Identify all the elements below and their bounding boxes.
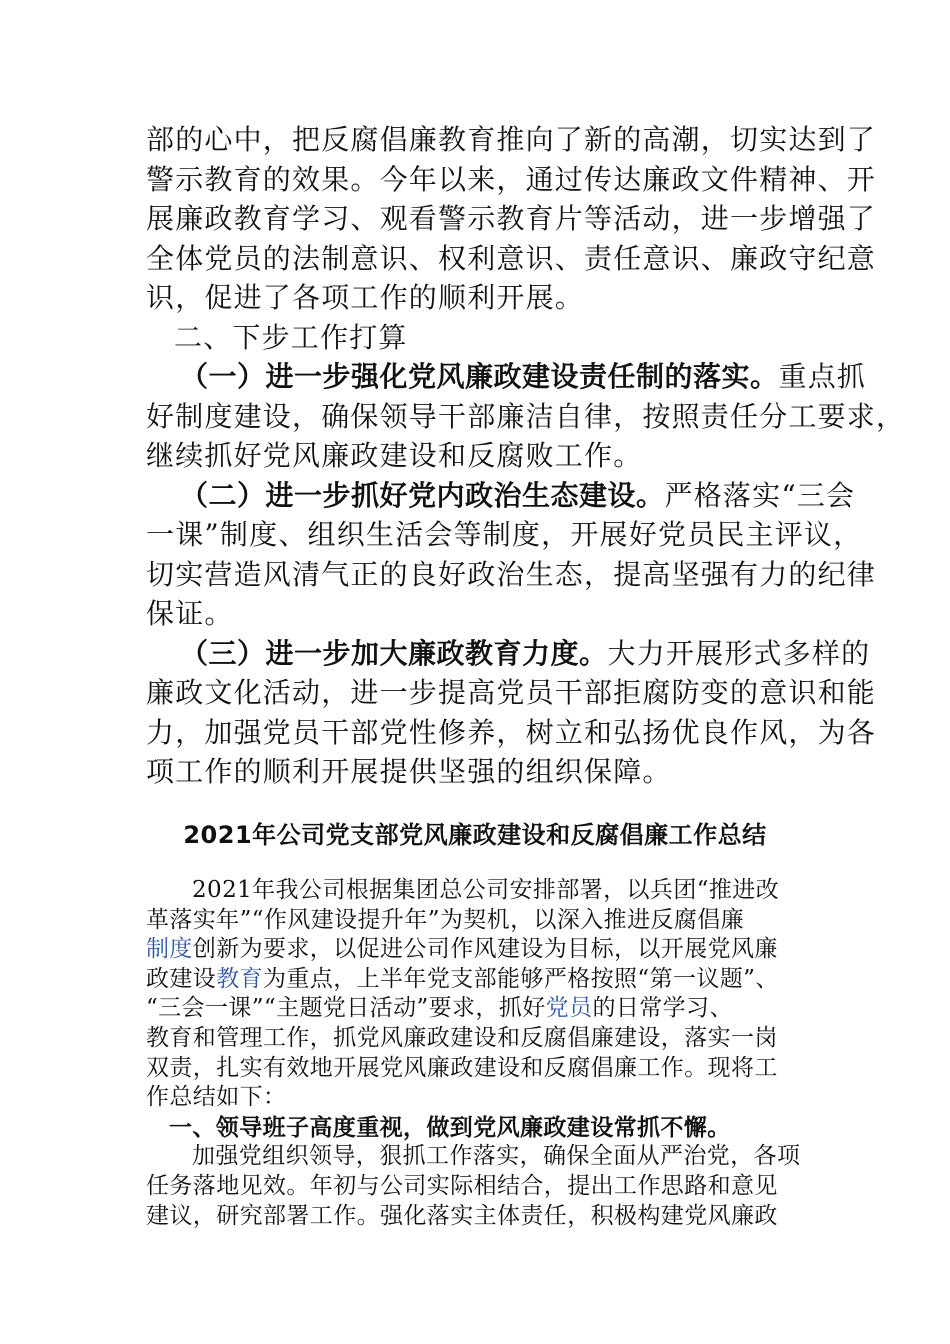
text-span: 政建设 xyxy=(146,965,217,992)
section-heading: 二、下步工作打算 xyxy=(174,320,408,354)
text-line: 加强党组织领导，狠抓工作落实，确保全面从严治党，各项 xyxy=(192,1143,801,1170)
item-text: 重点抓 xyxy=(778,360,867,393)
document-title: 2021年公司党支部党风廉政建设和反腐倡廉工作总结 xyxy=(183,821,767,849)
text-line: 力，加强党员干部党性修养，树立和弘扬优良作风，为各 xyxy=(146,715,877,749)
text-line: 廉政文化活动，进一步提高党员干部拒腐防变的意识和能 xyxy=(146,676,877,709)
section-heading: 一、领导班子高度重视，做到党风廉政建设常抓不懈。 xyxy=(169,1113,731,1141)
item-first-line xyxy=(146,476,856,516)
item-heading: （二）进一步抓好党内政治生态建设。 xyxy=(180,478,665,512)
text-span: 创新为要求，以促进公司作风建设为目标，以开展党风廉 xyxy=(192,936,778,963)
text-line: 项工作的顺利开展提供坚强的组织保障。 xyxy=(146,755,672,788)
item-heading: （一）进一步强化党风廉政建设责任制的落实。 xyxy=(180,360,779,393)
text-line: 任务落地见效。年初与公司实际相结合，提出工作思路和意见 xyxy=(146,1172,778,1199)
text-line: 继续抓好党风廉政建设和反腐败工作。 xyxy=(146,439,643,472)
text-line: 保证。 xyxy=(146,597,234,630)
item-first-line xyxy=(146,634,871,674)
text-line: 警示教育的效果。今年以来，通过传达廉政文件精神、开 xyxy=(146,162,877,196)
text-line: 建议，研究部署工作。强化落实主体责任，积极构建党风廉政 xyxy=(146,1202,778,1229)
item-heading: （三）进一步加大廉政教育力度。 xyxy=(180,636,608,670)
text-line: 作总结如下： xyxy=(146,1084,287,1111)
link-dangyuan[interactable]: 党员 xyxy=(545,995,593,1022)
item-text: 严格落实“三会 xyxy=(664,478,856,512)
text-line: 一课”制度、组织生活会等制度，开展好党员民主评议， xyxy=(146,518,863,551)
text-line xyxy=(146,965,814,995)
item-text: 大力开展形式多样的 xyxy=(607,636,871,670)
text-span: 的日常学习、 xyxy=(592,995,733,1022)
upper-section xyxy=(146,120,906,792)
lower-section xyxy=(146,876,814,1231)
item-first-line xyxy=(146,357,867,397)
text-line: 识，促进了各项工作的顺利开展。 xyxy=(146,281,585,314)
text-line: 2021年我公司根据集团总公司安排部署，以兵团“推进改 xyxy=(192,877,780,903)
text-line: 部的心中，把反腐倡廉教育推向了新的高潮，切实达到了 xyxy=(146,123,877,156)
text-line xyxy=(146,935,814,965)
text-line xyxy=(146,994,814,1024)
text-line: 双责，扎实有效地开展党风廉政建设和反腐倡廉工作。现将工 xyxy=(146,1054,778,1081)
text-line: 切实营造风清气正的良好政治生态，提高坚强有力的纪律 xyxy=(146,557,877,591)
link-zhidu[interactable]: 制度 xyxy=(146,936,193,963)
text-span: “三会一课”“主题党日活动”要求，抓好 xyxy=(146,995,546,1022)
text-line: 革落实年”“作风建设提升年”为契机，以深入推进反腐倡廉 xyxy=(146,906,745,933)
text-span: 为重点，上半年党支部能够严格按照“第一议题”、 xyxy=(263,965,779,992)
text-line: 好制度建设，确保领导干部廉洁自律，按照责任分工要求， xyxy=(146,399,906,433)
text-line: 展廉政教育学习、观看警示教育片等活动，进一步增强了 xyxy=(146,202,877,235)
link-jiaoyu[interactable]: 教育 xyxy=(216,965,264,992)
text-line: 教育和管理工作，抓党风廉政建设和反腐倡廉建设，落实一岗 xyxy=(146,1024,778,1051)
text-line: 全体党员的法制意识、权利意识、责任意识、廉政守纪意 xyxy=(146,241,877,275)
